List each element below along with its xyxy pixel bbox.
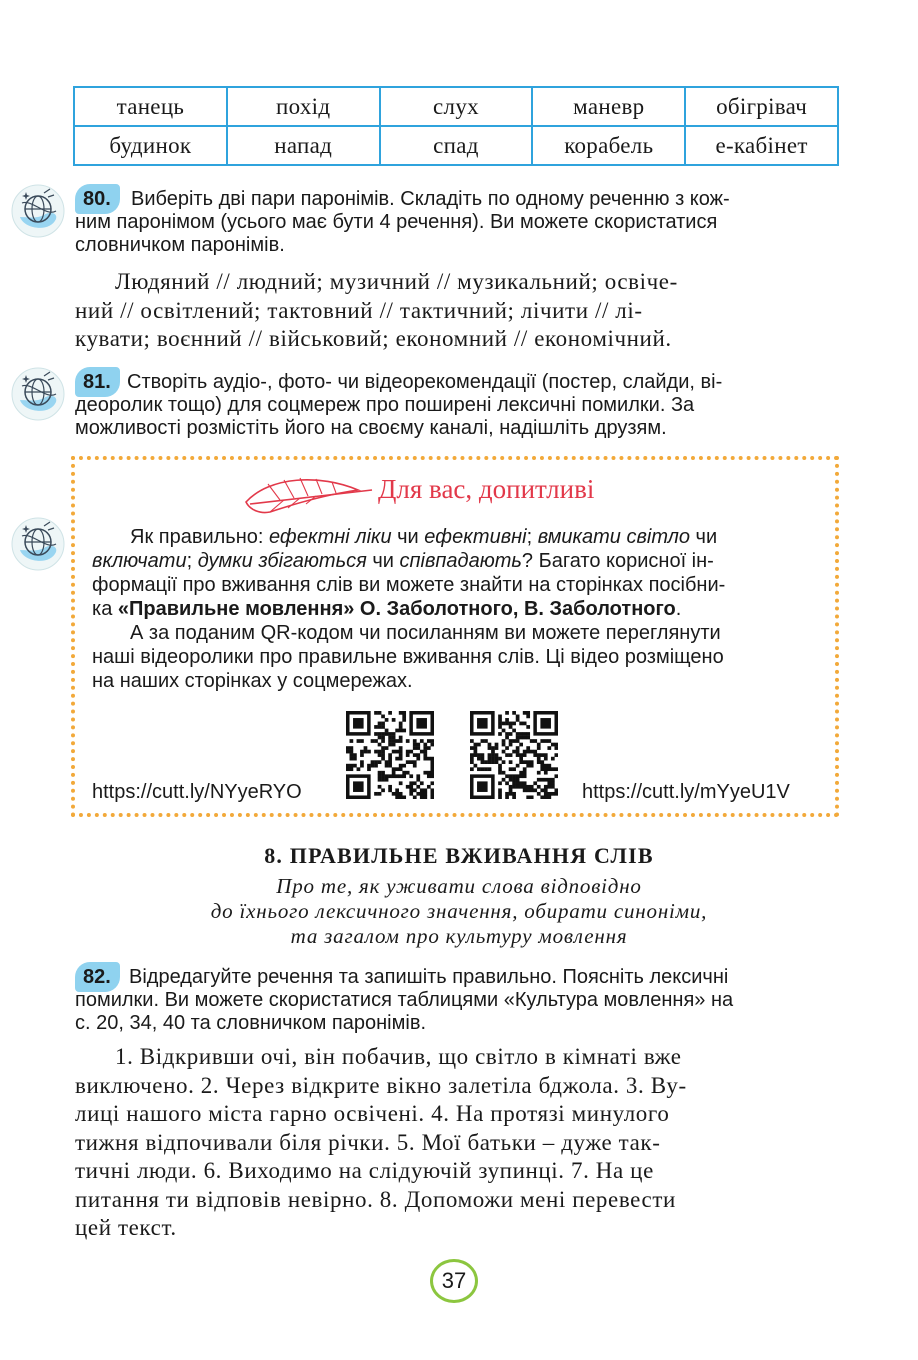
table-cell: похід xyxy=(227,87,380,126)
exercise-80-task xyxy=(75,188,838,257)
task-line: словничком паронімів. xyxy=(75,234,285,256)
section-subtitle: та загалом про культуру мовлення xyxy=(290,924,628,948)
table-cell: танець xyxy=(74,87,227,126)
info-line: формації про вживання слів ви можете знайти на сторінках посібни- xyxy=(92,574,726,596)
table-row xyxy=(74,87,838,126)
globe-pen-icon xyxy=(10,516,66,572)
words-line: ний // освітлений; тактовний // тактичний; лічити // лі- xyxy=(75,297,643,323)
text: чи xyxy=(366,550,400,572)
task-line: Виберіть дві пари паронімів. Складіть по одному реченню з кож- xyxy=(131,188,730,210)
exercise-number: 82. xyxy=(75,962,120,992)
url-link-left[interactable]: https://cutt.ly/NYyeRYO xyxy=(92,781,302,803)
text: співпадають xyxy=(399,550,522,572)
task-line: Відредагуйте речення та запишіть правильно. Поясніть лексичні xyxy=(129,966,729,988)
text-line: цей текст. xyxy=(75,1215,177,1240)
text-line: тижня відпочивали біля річки. 5. Мої батьки – дуже так- xyxy=(75,1129,661,1155)
table-cell: напад xyxy=(227,126,380,165)
section-subtitle: до їхнього лексичного значення, обирати синоніми, xyxy=(210,899,708,923)
text-line: виключено. 2. Через відкрите вікно залетіла бджола. 3. Ву- xyxy=(75,1072,687,1098)
info-line xyxy=(92,549,822,573)
text: ? Багато корисної ін- xyxy=(521,550,714,572)
table-cell: корабель xyxy=(532,126,685,165)
task-line: помилки. Ви можете скористатися таблицями «Культура мовлення» на xyxy=(75,989,734,1011)
text: чи xyxy=(391,526,425,548)
info-line: на наших сторінках у соцмережах. xyxy=(92,670,413,692)
text: ка xyxy=(92,598,118,620)
text: Як правильно: xyxy=(130,526,269,548)
info-title: Для вас, допитливі xyxy=(378,474,595,504)
text-line: тичні люди. 6. Виходимо на слідуючій зупинці. 7. На це xyxy=(75,1158,654,1183)
text-line: питання ти відповів невірно. 8. Допоможи мені перевести xyxy=(75,1186,676,1212)
exercise-82-text xyxy=(75,1043,838,1243)
qr-code-icon[interactable] xyxy=(346,711,434,799)
table-cell: слух xyxy=(380,87,533,126)
table-cell: будинок xyxy=(74,126,227,165)
exercise-80-words xyxy=(75,268,838,354)
url-link-right[interactable]: https://cutt.ly/mYyeU1V xyxy=(582,781,790,803)
word-table xyxy=(73,86,839,166)
text: ; xyxy=(526,526,538,548)
text: вмикати світло xyxy=(537,526,690,548)
task-line: можливості розмістіть його на своєму каналі, надішліть друзям. xyxy=(75,417,667,439)
text: думки збігаються xyxy=(197,550,367,572)
table-cell: е-кабінет xyxy=(685,126,838,165)
task-line: Створіть аудіо-, фото- чи відеорекомендації (постер, слайди, ві- xyxy=(127,371,723,393)
exercise-82-task xyxy=(75,966,838,1035)
info-line xyxy=(92,597,822,621)
info-line: А за поданим QR-кодом чи посиланням ви можете переглянути xyxy=(130,622,721,644)
words-line: Людяний // людний; музичний // музикальний; освіче- xyxy=(115,269,678,294)
qr-code-icon[interactable] xyxy=(470,711,558,799)
feather-icon xyxy=(240,472,376,518)
text: ефектні ліки xyxy=(269,526,392,548)
page-number: 37 xyxy=(430,1259,478,1303)
text: включати xyxy=(92,550,187,572)
globe-pen-icon xyxy=(10,366,66,422)
globe-pen-icon xyxy=(10,183,66,239)
text-line: 1. Відкривши очі, він побачив, що світло в кімнаті вже xyxy=(115,1044,682,1069)
text: «Правильне мовлення» О. Заболотного, В. Заболотного xyxy=(117,598,676,620)
info-line xyxy=(92,525,822,549)
exercise-number: 81. xyxy=(75,367,120,397)
table-cell: спад xyxy=(380,126,533,165)
words-line: кувати; воєнний // військовий; економний // економічний. xyxy=(75,326,672,351)
exercise-number: 80. xyxy=(75,184,120,214)
text: чи xyxy=(689,526,718,548)
task-line: деоролик тощо) для соцмереж про поширені лексичні помилки. За xyxy=(75,394,695,416)
task-line: ним паронімом (усього має бути 4 речення). Ви можете скористатися xyxy=(75,211,718,233)
table-cell: маневр xyxy=(532,87,685,126)
text: . xyxy=(675,598,682,620)
section-title: 8. ПРАВИЛЬНЕ ВЖИВАННЯ СЛІВ xyxy=(264,843,654,868)
table-cell: обігрівач xyxy=(685,87,838,126)
info-paragraph-1 xyxy=(92,525,822,693)
table-row xyxy=(74,126,838,165)
text-line: лиці нашого міста гарно освічені. 4. На протязі минулого xyxy=(75,1101,670,1126)
task-line: с. 20, 34, 40 та словничком паронімів. xyxy=(75,1012,426,1034)
info-line: наші відеоролики про правильне вживання слів. Ці відео розміщено xyxy=(92,646,724,668)
text: ефективні xyxy=(424,526,527,548)
section-subtitle: Про те, як уживати слова відповідно xyxy=(276,874,642,898)
text: ; xyxy=(186,550,198,572)
exercise-81-task xyxy=(75,371,838,440)
